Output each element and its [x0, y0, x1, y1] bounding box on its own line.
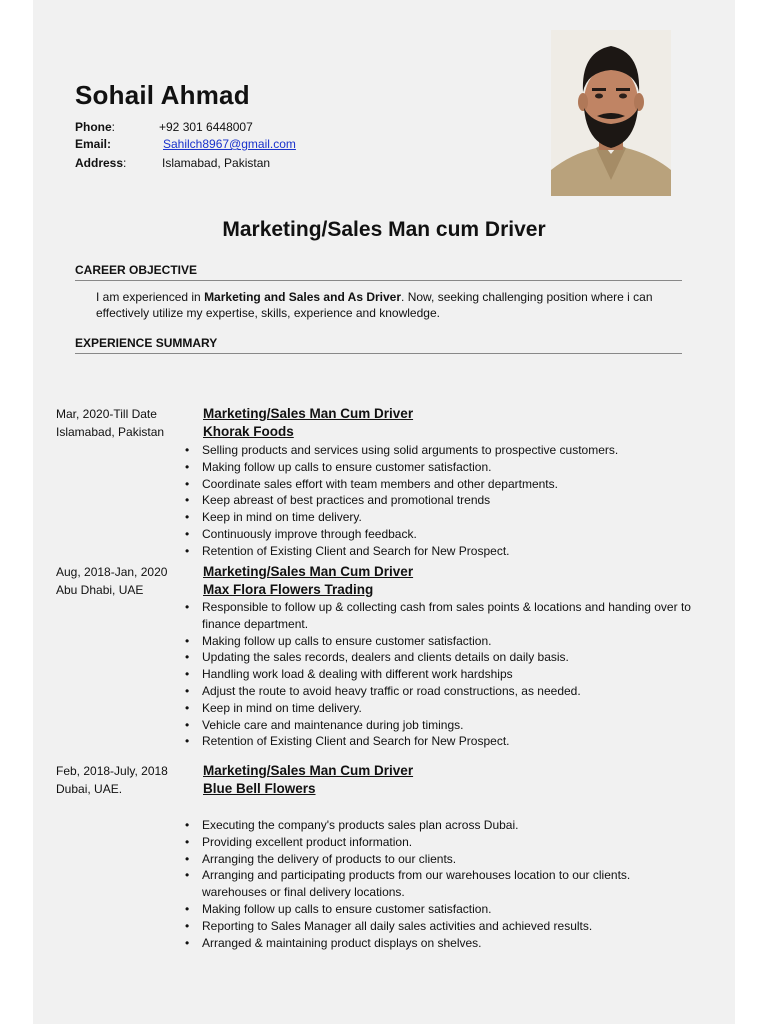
list-item: • Executing the company's products sales plan across Dubai.	[185, 817, 693, 834]
job-dates: Aug, 2018-Jan, 2020	[56, 565, 168, 579]
list-item: • Providing excellent product information.	[185, 834, 693, 851]
email-label: Email:	[75, 137, 112, 151]
list-item: • Arranged & maintaining product displays on shelves.	[185, 935, 693, 952]
list-item: • Vehicle care and maintenance during job timings.	[185, 717, 693, 734]
experience-summary-heading: EXPERIENCE SUMMARY	[75, 336, 218, 350]
list-item: • Keep in mind on time delivery.	[185, 509, 693, 526]
job-company: Max Flora Flowers Trading	[203, 582, 374, 597]
list-item: • Making follow up calls to ensure customer satisfaction.	[185, 633, 693, 650]
job-dates: Mar, 2020-Till Date	[56, 407, 157, 421]
list-item: • Making follow up calls to ensure customer satisfaction.	[185, 459, 693, 476]
list-item: • Coordinate sales effort with team members and other departments.	[185, 476, 693, 493]
address-label: Address	[75, 156, 124, 170]
job-header	[203, 762, 693, 798]
profile-photo	[551, 30, 671, 196]
list-item: • Arranging the delivery of products to our clients.	[185, 851, 693, 868]
job-header	[203, 405, 693, 441]
list-item: • Keep abreast of best practices and promotional trends	[185, 492, 693, 509]
list-item: • Arranging and participating products from our warehouses location to our clients. warehouses or final delivery locations.	[185, 867, 693, 901]
job-role: Marketing/Sales Man Cum Driver	[203, 406, 414, 421]
list-item: • Responsible to follow up & collecting cash from sales points & locations and handing over to finance department.	[185, 599, 693, 633]
job-location: Abu Dhabi, UAE	[56, 583, 144, 597]
phone-value: +92 301 6448007	[159, 120, 253, 134]
list-item: • Adjust the route to avoid heavy traffic or road constructions, as needed.	[185, 683, 693, 700]
list-item: • Selling products and services using solid arguments to prospective customers.	[185, 442, 693, 459]
job-location: Dubai, UAE.	[56, 782, 123, 796]
section-divider	[75, 280, 682, 281]
address-value: Islamabad, Pakistan	[162, 156, 271, 170]
email-link[interactable]: Sahilch8967@gmail.com	[163, 137, 296, 151]
job-dates-location	[56, 563, 167, 599]
list-item: • Updating the sales records, dealers and clients details on daily basis.	[185, 649, 693, 666]
job-role: Marketing/Sales Man Cum Driver	[203, 564, 414, 579]
job-dates-location	[56, 405, 164, 441]
address-colon: :	[123, 156, 127, 170]
job-company: Blue Bell Flowers	[203, 781, 316, 796]
career-objective-text: I am experienced in Marketing and Sales and As Driver. Now, seeking challenging position where i can effectively utilize my expertise, skills, experience and knowledge.	[96, 290, 653, 320]
phone-label: Phone	[75, 120, 112, 134]
job-duties-list	[185, 817, 693, 951]
job-role: Marketing/Sales Man Cum Driver	[203, 763, 414, 778]
list-item: • Retention of Existing Client and Search for New Prospect.	[185, 543, 693, 560]
address-row	[75, 156, 270, 170]
list-item: • Handling work load & dealing with different work hardships	[185, 666, 693, 683]
list-item: • Retention of Existing Client and Search for New Prospect.	[185, 733, 693, 750]
phone-row	[75, 120, 253, 134]
career-objective-heading: CAREER OBJECTIVE	[75, 263, 198, 277]
resume-title: Marketing/Sales Man cum Driver	[222, 218, 546, 241]
phone-colon: :	[111, 120, 116, 134]
list-item: • Continuously improve through feedback.	[185, 526, 693, 543]
job-duties-list	[185, 442, 693, 560]
email-row	[75, 137, 296, 151]
job-dates-location	[56, 762, 168, 798]
job-duties-list	[185, 599, 693, 750]
candidate-name: Sohail Ahmad	[75, 80, 250, 110]
job-header	[203, 563, 693, 599]
section-divider	[75, 353, 682, 354]
job-location: Islamabad, Pakistan	[56, 425, 165, 439]
job-dates: Feb, 2018-July, 2018	[56, 764, 168, 778]
list-item: • Making follow up calls to ensure customer satisfaction.	[185, 901, 693, 918]
job-company: Khorak Foods	[203, 424, 294, 439]
list-item: • Keep in mind on time delivery.	[185, 700, 693, 717]
list-item: • Reporting to Sales Manager all daily sales activities and achieved results.	[185, 918, 693, 935]
